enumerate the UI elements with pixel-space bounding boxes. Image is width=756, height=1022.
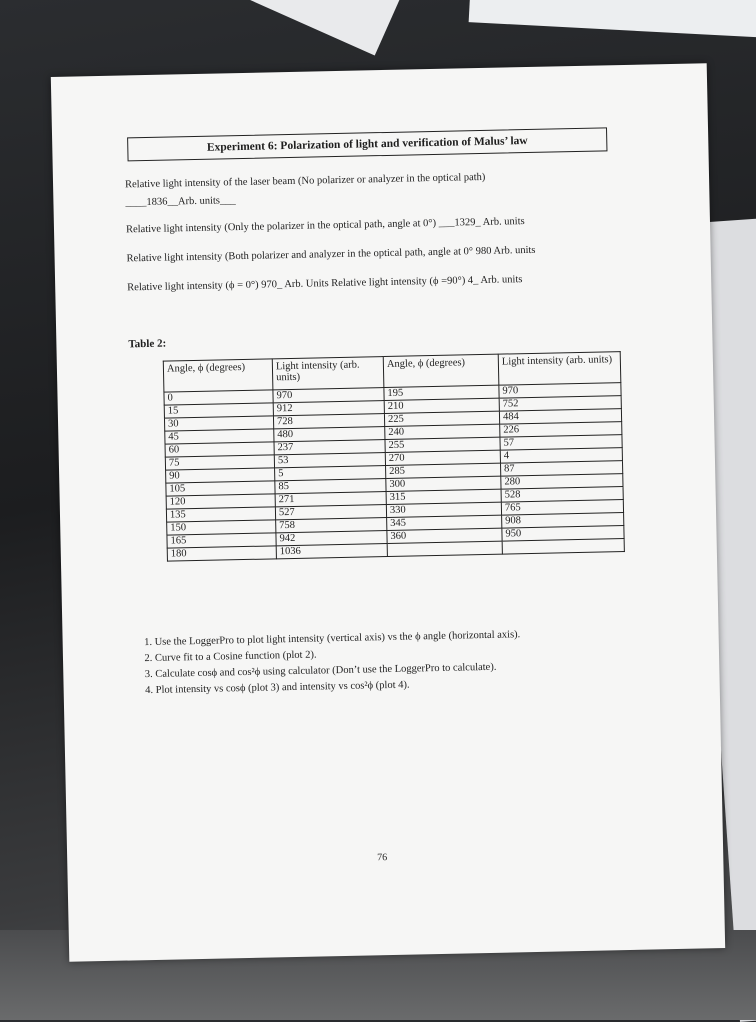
table-cell: 75 bbox=[165, 455, 274, 470]
header-intensity: Light intensity (arb. units) bbox=[498, 352, 621, 386]
table-cell: 120 bbox=[166, 494, 275, 509]
table-cell: 315 bbox=[386, 489, 501, 504]
instruction-item: 1. Use the LoggerPro to plot light intensity (vertical axis) vs the ϕ angle (horizontal axis). bbox=[155, 624, 675, 651]
table-cell: 270 bbox=[385, 450, 500, 465]
table-cell: 758 bbox=[276, 518, 387, 533]
table-cell: 360 bbox=[387, 528, 502, 543]
text-line-polarizer-intensity: Relative light intensity (Only the polarizer in the optical path, angle at 0°) ___1329_ Arb. units bbox=[125, 216, 525, 236]
table-cell: 970 bbox=[499, 383, 621, 399]
instructions-list bbox=[135, 624, 676, 699]
table-cell: 528 bbox=[501, 487, 623, 503]
table-cell: 60 bbox=[165, 442, 274, 457]
table-cell bbox=[502, 539, 624, 555]
table-cell: 30 bbox=[164, 416, 273, 431]
background-paper-scrap bbox=[247, 0, 403, 55]
page-number: 76 bbox=[377, 852, 388, 864]
table-cell: 527 bbox=[275, 505, 386, 520]
table-cell: 942 bbox=[276, 531, 387, 546]
text-line-laser-intensity: Relative light intensity of the laser beam (No polarizer or analyzer in the optical path) bbox=[124, 171, 486, 191]
table-cell: 484 bbox=[499, 409, 621, 425]
background-paper-scrap bbox=[469, 0, 756, 38]
table-cell: 345 bbox=[387, 515, 502, 530]
table-cell: 255 bbox=[385, 437, 500, 452]
table-cell: 280 bbox=[501, 474, 623, 490]
table-cell: 225 bbox=[384, 411, 499, 426]
header-angle: Angle, ϕ (degrees) bbox=[163, 359, 273, 392]
table-cell: 57 bbox=[500, 435, 622, 451]
table-cell: 271 bbox=[275, 492, 386, 507]
document-page bbox=[51, 63, 725, 962]
table-cell: 912 bbox=[273, 401, 384, 416]
table-cell: 45 bbox=[165, 429, 274, 444]
table-cell: 135 bbox=[166, 507, 275, 522]
table-cell: 85 bbox=[275, 479, 386, 494]
table-cell: 970 bbox=[273, 388, 384, 403]
instruction-item: 2. Curve fit to a Cosine function (plot 2). bbox=[155, 640, 675, 667]
table-cell: 150 bbox=[167, 520, 276, 535]
table-cell: 285 bbox=[386, 463, 501, 478]
table-cell: 226 bbox=[500, 422, 622, 438]
text-line-laser-value: ____1836__Arb. units___ bbox=[125, 195, 236, 209]
table-cell bbox=[387, 541, 502, 556]
table-cell: 180 bbox=[167, 546, 276, 561]
table-cell: 87 bbox=[500, 461, 622, 477]
table-cell: 195 bbox=[384, 385, 499, 400]
table-label: Table 2: bbox=[128, 337, 167, 351]
text-line-phi-intensities: Relative light intensity (ϕ = 0°) 970_ Arb. Units Relative light intensity (ϕ =90°) 4_ Arb. units bbox=[127, 274, 523, 294]
table-cell: 908 bbox=[502, 513, 624, 529]
table-cell: 330 bbox=[386, 502, 501, 517]
table-cell: 0 bbox=[164, 390, 273, 405]
table-cell: 90 bbox=[166, 468, 275, 483]
table-cell: 300 bbox=[386, 476, 501, 491]
table-cell: 4 bbox=[500, 448, 622, 464]
table-cell: 950 bbox=[502, 526, 624, 542]
table-cell: 165 bbox=[167, 533, 276, 548]
table-cell: 240 bbox=[385, 424, 500, 439]
header-intensity: Light intensity (arb. units) bbox=[272, 357, 384, 390]
table-cell: 728 bbox=[273, 414, 384, 429]
text-line-polarizer-analyzer-intensity: Relative light intensity (Both polarizer and analyzer in the optical path, angle at 0° 980 Arb. units bbox=[126, 244, 536, 265]
table-cell: 480 bbox=[274, 427, 385, 442]
data-table bbox=[163, 351, 625, 562]
table-body bbox=[164, 383, 624, 562]
table-cell: 752 bbox=[499, 396, 621, 412]
instruction-item: 3. Calculate cosϕ and cos²ϕ using calculator (Don’t use the LoggerPro to calculate). bbox=[155, 656, 675, 683]
document-title: Experiment 6: Polarization of light and verification of Malus’ law bbox=[127, 127, 607, 161]
table-cell: 1036 bbox=[276, 544, 387, 559]
table-cell: 5 bbox=[275, 466, 386, 481]
table-cell: 237 bbox=[274, 440, 385, 455]
table-cell: 105 bbox=[166, 481, 275, 496]
table-cell: 210 bbox=[384, 398, 499, 413]
instruction-item: 4. Plot intensity vs cosϕ (plot 3) and intensity vs cos²ϕ (plot 4). bbox=[156, 672, 676, 699]
table-cell: 765 bbox=[501, 500, 623, 516]
header-angle: Angle, ϕ (degrees) bbox=[383, 354, 499, 387]
table-cell: 53 bbox=[274, 453, 385, 468]
table-cell: 15 bbox=[164, 403, 273, 418]
